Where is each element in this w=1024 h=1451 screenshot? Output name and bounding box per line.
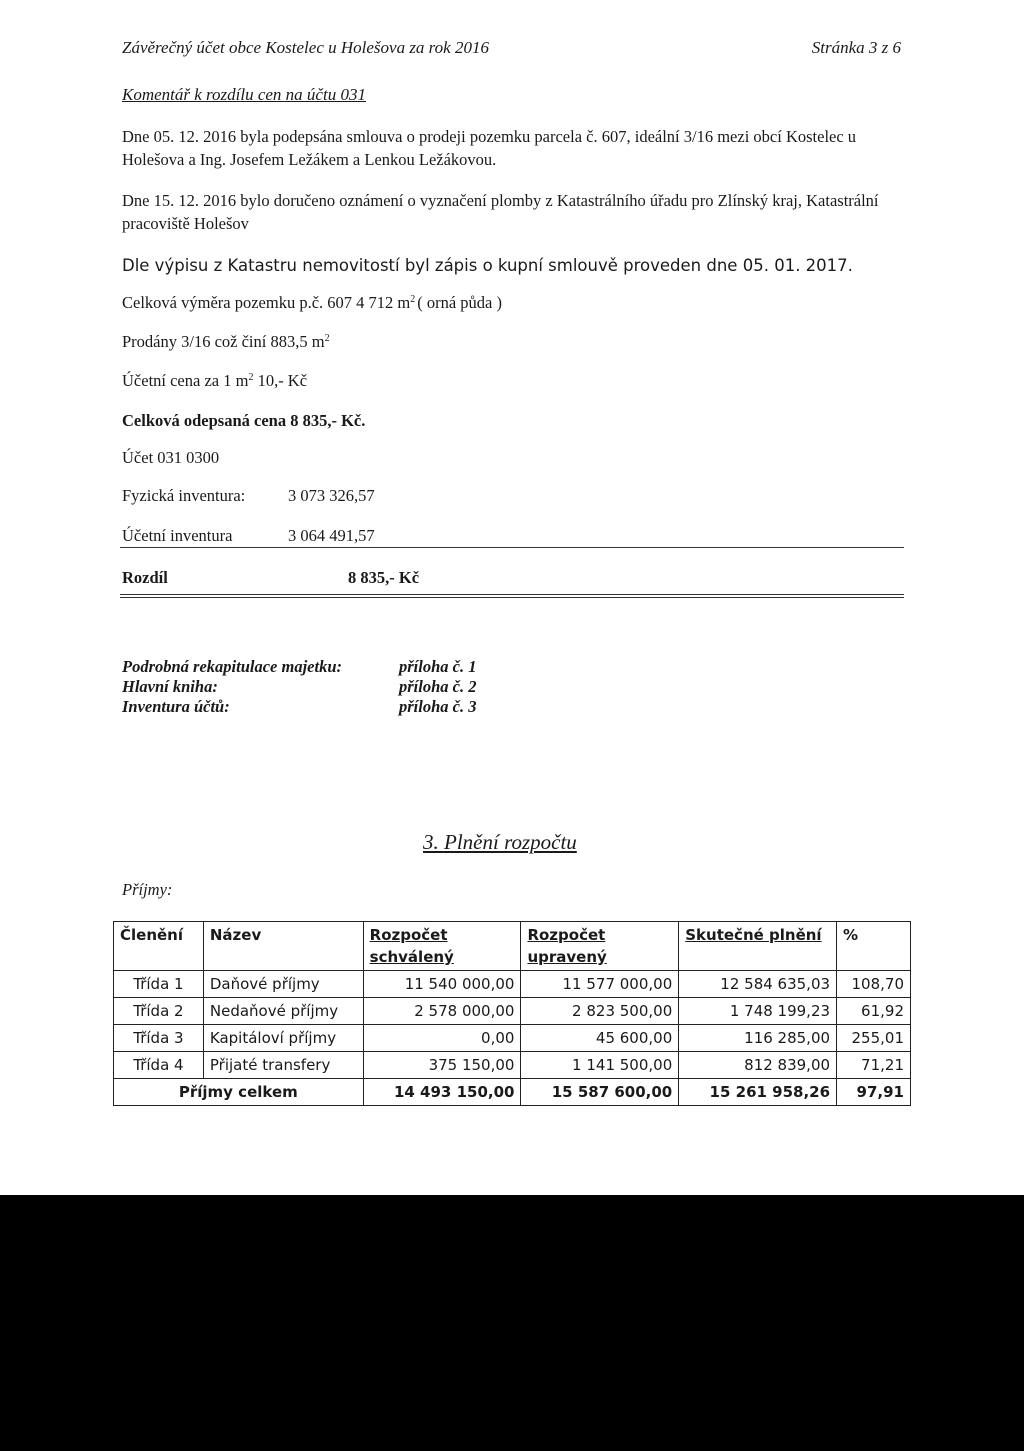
physical-inventory-value: 3 073 326,57: [288, 486, 375, 505]
paragraph-contract: Dne 05. 12. 2016 byla podepsána smlouva o prodeji pozemku parcela č. 607, ideální 3/16 mezi obcí Kostelec u Holešova a Ing. Josefem Ležákem a Lenkou Ležákovou.: [122, 127, 857, 169]
table-row: [114, 971, 911, 998]
table-cell: 108,70: [837, 971, 911, 998]
scan-black-area: [0, 1195, 1024, 1451]
table-cell: 45 600,00: [521, 1025, 679, 1052]
column-header: Název: [203, 922, 363, 971]
table-row: [114, 1052, 911, 1079]
table-cell: 12 584 635,03: [679, 971, 837, 998]
table-cell: 2 578 000,00: [363, 998, 521, 1025]
table-cell: Nedaňové příjmy: [203, 998, 363, 1025]
table-cell: 1 141 500,00: [521, 1052, 679, 1079]
sold-share: [122, 330, 912, 353]
table-cell: Kapitáloví příjmy: [203, 1025, 363, 1052]
difference: [122, 568, 419, 588]
table-cell: 15 261 958,26: [679, 1079, 837, 1106]
table-cell: 71,21: [837, 1052, 911, 1079]
table-cell: Třída 1: [114, 971, 204, 998]
sold-share-sup: 2: [324, 333, 330, 344]
table-cell: 1 748 199,23: [679, 998, 837, 1025]
land-area: [122, 291, 912, 314]
accounting-inventory: [122, 526, 375, 546]
column-header: %: [837, 922, 911, 971]
page-number: Stránka 3 z 6: [811, 38, 901, 57]
income-table: [113, 921, 911, 1106]
attachment-row: [122, 657, 476, 677]
divider: [120, 547, 904, 548]
attachment-label: Inventura účtů:: [122, 697, 230, 716]
table-cell: Třída 3: [114, 1025, 204, 1052]
table-cell: 61,92: [837, 998, 911, 1025]
table-cell: 11 540 000,00: [363, 971, 521, 998]
table-cell: Daňové příjmy: [203, 971, 363, 998]
table-cell: Třída 4: [114, 1052, 204, 1079]
attachment-ref: příloha č. 2: [399, 677, 477, 696]
budget-heading: 3. Plnění rozpočtu: [423, 830, 577, 854]
table-row: [114, 1025, 911, 1052]
section-title: Komentář k rozdílu cen na účtu 031: [122, 85, 366, 104]
attachment-label: Hlavní kniha:: [122, 677, 218, 696]
column-header: Rozpočet upravený: [521, 922, 679, 971]
table-total-row: [114, 1079, 911, 1106]
table-cell: 2 823 500,00: [521, 998, 679, 1025]
divider: [120, 594, 904, 595]
land-area-type: ( orná půda ): [417, 293, 502, 312]
physical-inventory-label: Fyzická inventura:: [122, 486, 246, 505]
total-written-off: Celková odepsaná cena 8 835,- Kč.: [122, 411, 366, 430]
divider: [120, 597, 904, 598]
table-header-row: [114, 922, 911, 971]
accounting-inventory-label: Účetní inventura: [122, 526, 233, 545]
attachment-ref: příloha č. 3: [399, 697, 477, 716]
table-row: [114, 998, 911, 1025]
document-title: Závěrečný účet obce Kostelec u Holešova za rok 2016: [122, 38, 489, 57]
table-cell: 14 493 150,00: [363, 1079, 521, 1106]
table-cell: Přijaté transfery: [203, 1052, 363, 1079]
column-header: Skutečné plnění: [679, 922, 837, 971]
attachment-ref: příloha č. 1: [399, 657, 477, 676]
column-header: Členění: [114, 922, 204, 971]
unit-price: [122, 369, 912, 392]
table-cell: Příjmy celkem: [114, 1079, 364, 1106]
difference-label: Rozdíl: [122, 568, 168, 587]
table-cell: 97,91: [837, 1079, 911, 1106]
difference-value: 8 835,- Kč: [348, 568, 420, 587]
income-label: Příjmy:: [122, 880, 173, 899]
unit-price-sup: 2: [248, 372, 254, 383]
physical-inventory: [122, 486, 375, 506]
land-area-sup: 2: [410, 294, 416, 305]
accounting-inventory-value: 3 064 491,57: [288, 526, 375, 545]
sold-share-text: Prodány 3/16 což činí 883,5 m: [122, 332, 325, 351]
table-cell: 812 839,00: [679, 1052, 837, 1079]
attachment-row: [122, 677, 476, 697]
land-area-text: Celková výměra pozemku p.č. 607 4 712 m: [122, 293, 411, 312]
attachment-row: [122, 697, 476, 717]
table-cell: 0,00: [363, 1025, 521, 1052]
table-cell: 375 150,00: [363, 1052, 521, 1079]
unit-price-text: Účetní cena za 1 m: [122, 371, 249, 390]
column-header: Rozpočet schválený: [363, 922, 521, 971]
table-cell: 11 577 000,00: [521, 971, 679, 998]
paragraph-cadastre: Dle výpisu z Katastru nemovitostí byl zápis o kupní smlouvě proveden dne 05. 01. 2017.: [122, 256, 853, 275]
account-number: Účet 031 0300: [122, 448, 220, 467]
table-cell: Třída 2: [114, 998, 204, 1025]
unit-price-value: 10,- Kč: [257, 371, 308, 390]
attachments-list: [122, 657, 476, 717]
attachment-label: Podrobná rekapitulace majetku:: [122, 657, 342, 676]
table-cell: 255,01: [837, 1025, 911, 1052]
paragraph-notice: Dne 15. 12. 2016 bylo doručeno oznámení o vyznačení plomby z Katastrálního úřadu pro Zlínský kraj, Katastrální pracoviště Holešov: [122, 191, 879, 233]
table-cell: 116 285,00: [679, 1025, 837, 1052]
table-cell: 15 587 600,00: [521, 1079, 679, 1106]
